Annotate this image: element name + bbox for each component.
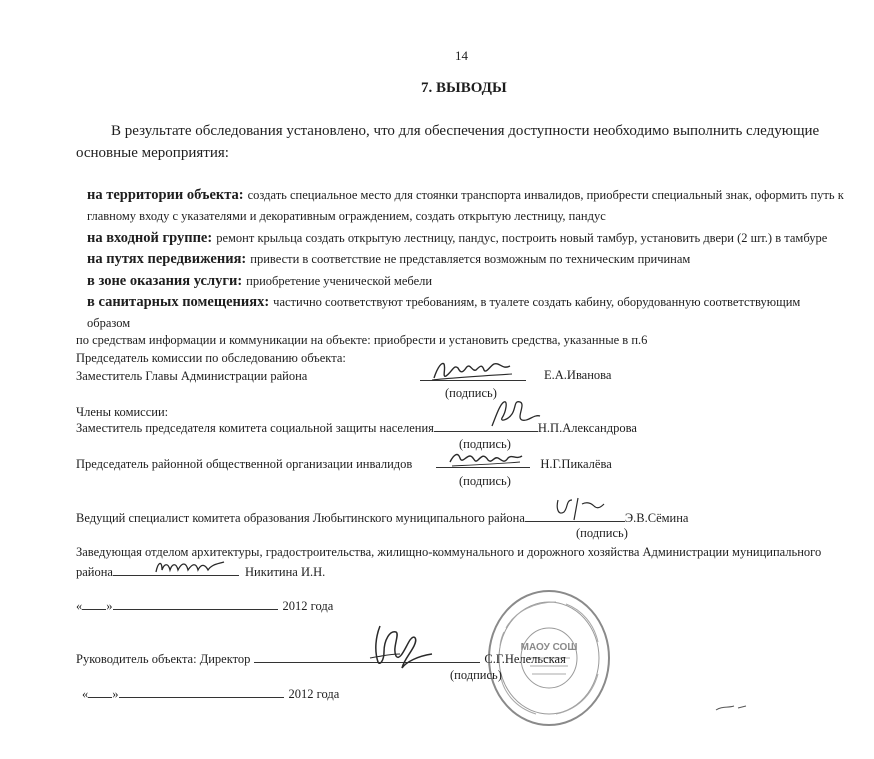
date2-open-quote: « <box>82 687 89 701</box>
measure-paths <box>87 250 690 268</box>
members-heading: Члены комиссии: <box>76 405 169 419</box>
head-position: Руководитель объекта: Директор <box>76 652 251 666</box>
measure-service-zone <box>87 272 432 290</box>
measure-text: ремонт крыльца создать открытую лестницу, пандус, построить новый тамбур, установить двери (2 шт.) в тамбуре <box>216 231 828 245</box>
member3-position: Ведущий специалист комитета образования Любытинского муниципального района <box>76 511 525 525</box>
measure-entrance <box>87 229 827 247</box>
measure-label: на путях передвижения: <box>87 251 247 267</box>
page-number: 14 <box>455 48 468 63</box>
date2-year: 2012 года <box>288 687 340 701</box>
scan-mark <box>712 700 752 714</box>
member2-position: Председатель районной общественной организации инвалидов <box>76 457 413 471</box>
member1-position: Заместитель председателя комитета социальной защиты населения <box>76 421 434 435</box>
member3-name: Э.В.Сёмина <box>624 511 689 525</box>
date1-year: 2012 года <box>282 599 334 613</box>
stamp-center-text: МАОУ СОШ <box>520 642 578 653</box>
measure-text: приобретение ученической мебели <box>246 274 433 288</box>
info-line: по средствам информации и коммуникации на объекте: приобрести и установить средства, указанные в п.6 <box>76 333 648 347</box>
date1-close-quote: » <box>106 599 113 613</box>
measure-label: в санитарных помещениях: <box>87 294 270 310</box>
member2-signature <box>446 448 526 472</box>
member1-name: Н.П.Александрова <box>537 421 637 435</box>
member4-position-line2: района <box>76 565 113 579</box>
date2-day-line <box>88 686 112 698</box>
measure-sanitary <box>87 293 800 311</box>
date1-month-line <box>113 598 278 610</box>
date2-row <box>82 686 339 702</box>
signature-caption: (подпись) <box>459 474 511 488</box>
signature-caption: (подпись) <box>445 386 497 400</box>
measure-text: частично соответствуют требованиям, в туалете создать кабину, оборудованную соответствующим <box>273 295 801 309</box>
signature-caption: (подпись) <box>459 437 511 451</box>
member2-name: Н.Г.Пикалёва <box>540 457 612 471</box>
measure-territory <box>87 186 844 204</box>
section-title: 7. ВЫВОДЫ <box>421 80 507 96</box>
head-name: С.Г.Нелельская <box>484 652 566 666</box>
member3-signature <box>548 494 608 524</box>
date1-row <box>76 598 333 614</box>
chair-name: Е.А.Иванова <box>544 368 612 382</box>
signature-caption: (подпись) <box>450 668 502 682</box>
member4-position-line1: Заведующая отделом архитектуры, градостроительства, жилищно-коммунального и дорожного хозяйства Администрации муниципального <box>76 545 822 559</box>
chair-signature <box>430 358 515 384</box>
chair-heading: Председатель комиссии по обследованию объекта: <box>76 351 346 365</box>
date1-open-quote: « <box>76 599 83 613</box>
measure-territory-cont: главному входу с указателями и декоративным ограждением, создать открытую лестницу, пандус <box>87 209 606 223</box>
member4-signature <box>150 556 230 578</box>
member1-signature <box>486 396 546 432</box>
member2-row <box>76 456 612 472</box>
measure-text: привести в соответствие не представляется возможным по техническим причинам <box>250 252 691 266</box>
measure-label: на входной группе: <box>87 230 213 246</box>
head-signature <box>366 620 436 674</box>
measure-label: в зоне оказания услуги: <box>87 273 243 289</box>
member1-row <box>76 420 637 436</box>
date2-close-quote: » <box>112 687 119 701</box>
measure-label: на территории объекта: <box>87 187 244 203</box>
member4-name: Никитина И.Н. <box>244 565 326 579</box>
chair-position: Заместитель Главы Администрации района <box>76 369 308 383</box>
date1-day-line <box>82 598 106 610</box>
measure-sanitary-cont: образом <box>87 316 131 330</box>
signature-caption: (подпись) <box>576 526 628 540</box>
intro-line-2: основные мероприятия: <box>76 145 229 161</box>
date2-month-line <box>119 686 284 698</box>
measure-text: создать специальное место для стоянки транспорта инвалидов, приобрести специальный знак, оформить путь к <box>247 188 844 202</box>
intro-line-1: В результате обследования установлено, что для обеспечения доступности необходимо выполнить следующие <box>111 123 820 139</box>
head-row <box>76 651 566 667</box>
